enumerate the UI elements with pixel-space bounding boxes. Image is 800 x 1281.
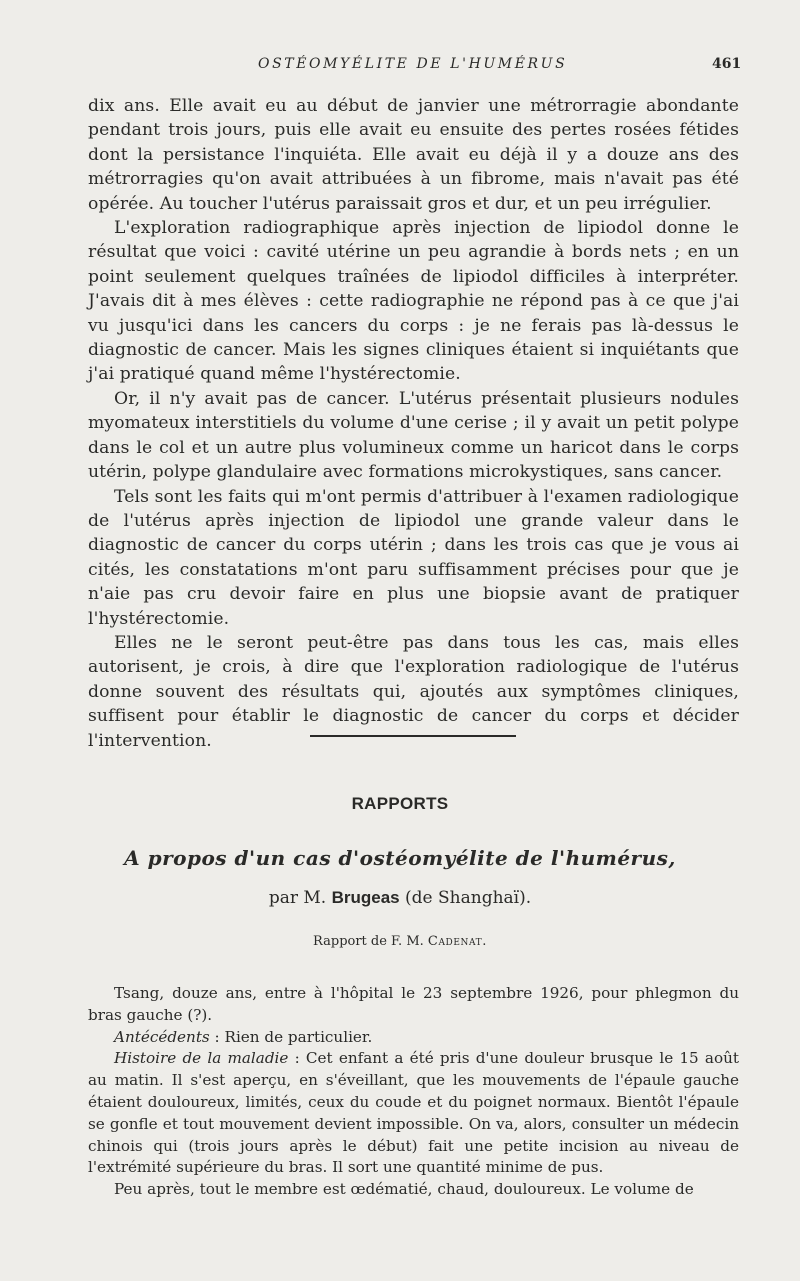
rapporteur-line [0,934,800,949]
running-title: OSTÉOMYÉLITE DE L'HUMÉRUS [258,56,568,72]
paragraph: Tels sont les faits qui m'ont permis d'attribuer à l'examen radiologique de l'utérus après injection de lipiodol une grande valeur dans le diagnostic de cancer du corps utérin ; dans les trois cas que je vous ai cités, les constatations m'ont paru suffisamment précises pour que je n'aie pas cru devoir faire en plus une biopsie avant de pratiquer l'hystérectomie. [88,486,739,629]
antecedents-text: : Rien de particulier. [209,1027,373,1046]
paragraph: Or, il n'y avait pas de cancer. L'utérus présentait plusieurs nodules myomateux interstitiels du volume d'une cerise ; il y avait un petit polype dans le col et un autre plus volumineux comme un haricot dans le corps utérin, polype glandulaire avec formations microkystiques, sans cancer. [88,388,739,483]
rapporteur-name: Cadenat. [427,934,487,949]
paragraph: Elles ne le seront peut-être pas dans tous les cas, mais elles autorisent, je crois, à dire que l'exploration radiologique de l'utérus donne souvent des résultats qui, ajoutés aux symptômes cliniques, suffisent pour établir le diagnostic de cancer du corps et décider l'intervention. [88,632,739,751]
byline-prefix: par M. [268,888,327,908]
paragraph: Tsang, douze ans, entre à l'hôpital le 23 septembre 1926, pour phlegmon du bras gauche (?). [88,984,739,1024]
antecedents-label: Antécédents [114,1027,210,1046]
section-heading: RAPPORTS [351,794,449,813]
paragraph: Peu après, tout le membre est œdématié, chaud, douloureux. Le volume de [114,1180,694,1199]
paragraph: L'exploration radiographique après injection de lipiodol donne le résultat que voici : cavité utérine un peu agrandie à bords nets ; en un point seulement quelques traînées de lipiodol difficiles à interpréter. J'avais dit à mes élèves : cette radiographie ne répond pas à ce que j'ai vu jusqu'ici dans les cancers du corps : je ne ferais pas là-dessus le diagnostic de cancer. Mais les signes cliniques étaient si inquiétants que j'ai pratiqué quand même l'hystérectomie. [88,218,739,385]
paragraph: dix ans. Elle avait eu au début de janvier une métrorragie abondante pendant trois jours, puis elle avait eu ensuite des pertes rosées fétides dont la persistance l'inquiéta. Elle avait eu déjà il y a douze ans des métrorragies qu'on avait attribuées à un fibrome, mais n'avait pas été opérée. Au toucher l'utérus paraissait gros et dur, et un peu irrégulier. [88,96,739,214]
article-title: A propos d'un cas d'ostéomyélite de l'humérus, [124,846,676,870]
history-label: Histoire de la maladie [114,1049,289,1068]
case-report-text [88,983,739,1201]
paragraph [88,1048,739,1179]
section-divider [310,735,516,737]
byline-affiliation: (de Shanghaï). [405,888,532,908]
paragraph [88,1027,739,1049]
continuation-text [88,94,739,753]
running-head [0,56,800,78]
rapporteur-prefix: Rapport de F. M. [313,934,424,949]
byline [0,888,800,908]
history-text: : Cet enfant a été pris d'une douleur brusque le 15 août au matin. Il s'est aperçu, en s'éveillant, que les mouvements de l'épaule gauche étaient douloureux, limités, ceux du coude et du poignet normaux. Bientôt l'épaule se gonfle et tout mouvement devient impossible. On va, alors, consulter un médecin chinois qui (trois jours après le début) fait une petite incision au niveau de l'extrémité supérieure du bras. Il sort une quantité minime de pus. [88,1049,739,1177]
byline-author: Brugeas [331,888,400,907]
page-number: 461 [712,56,742,72]
